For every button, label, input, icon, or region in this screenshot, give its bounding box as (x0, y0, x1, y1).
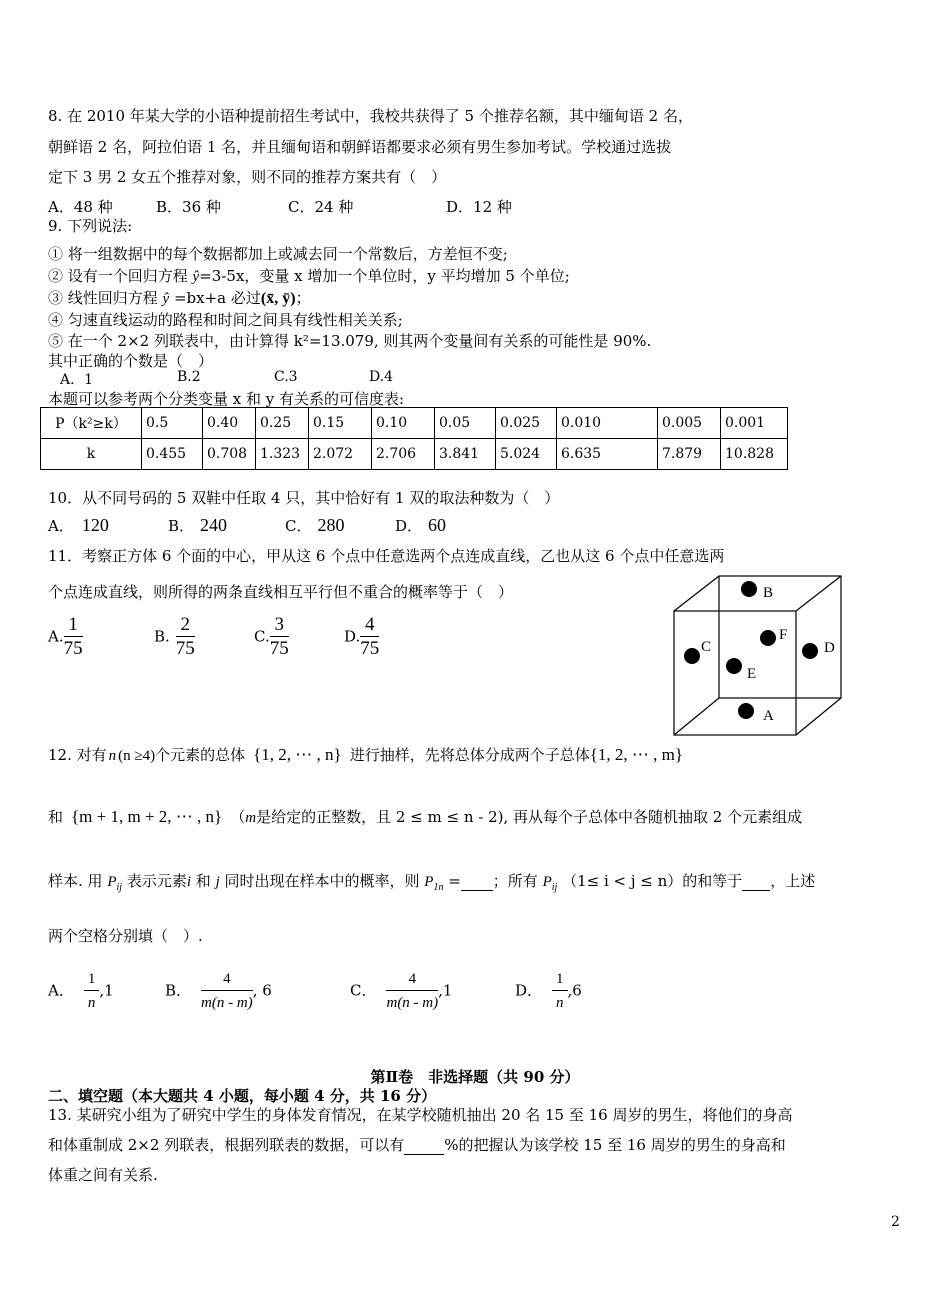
table-cell: 10.828 (721, 439, 788, 470)
q10-b-label: B． (168, 517, 195, 535)
q10-option-b (168, 515, 227, 536)
table-cell: 0.5 (142, 408, 203, 439)
q12-l3-text5: （1≤ i < j ≤ n）的和等于 (557, 872, 743, 890)
numerator: 1 (552, 968, 568, 991)
section-title: 第Ⅱ卷 非选择题（共 90 分） (370, 1068, 580, 1086)
denominator: 75 (63, 638, 83, 659)
point-a-dot (738, 703, 754, 719)
q9-s3-end: ； (295, 289, 311, 307)
q11-option-a (48, 614, 83, 661)
q9-statement-5: ⑤ 在一个 2×2 列联表中，由计算得 k²=13.079, 则其两个变量间有关系的可能性是 90%. (48, 332, 652, 350)
q12-option-b (165, 968, 272, 1015)
q10-b-value: 240 (200, 515, 228, 535)
q12-p1n: P (424, 874, 434, 890)
point-b-dot (741, 581, 757, 597)
q8-option-b: B．36 种 (156, 198, 221, 216)
q12-pij: P (542, 874, 552, 890)
q12-blank-2 (742, 872, 770, 891)
cube-edge (674, 698, 719, 735)
q9-s2-rest: =3-5x，变量 x 增加一个单位时，y 平均增加 5 个单位; (199, 267, 570, 285)
q12-a-value: ,1 (99, 981, 114, 1000)
denominator: 75 (269, 638, 289, 659)
point-c-dot (684, 648, 700, 664)
q12-n: n (108, 748, 117, 764)
q9-statement-2 (48, 265, 570, 286)
cube-edge (796, 576, 841, 611)
q12-and: 和 (191, 872, 216, 890)
q10-c-label: C． (285, 517, 312, 535)
q9-statement-1: ① 将一组数据中的每个数据都加上或减去同一个常数后，方差恒不变; (48, 245, 508, 263)
q9-statement-4: ④ 匀速直线运动的路程和时间之间具有线性相关关系; (48, 311, 403, 329)
q10-c-value: 280 (317, 515, 345, 535)
q12-p1n-sub: 1n (433, 882, 444, 893)
q12-eq: = (443, 872, 461, 890)
table-cell: 0.10 (372, 408, 435, 439)
table-row (41, 408, 788, 439)
q11-c-fraction (270, 614, 289, 661)
q12-l2-paren: （ (230, 808, 246, 826)
q8-option-c: C．24 种 (288, 198, 354, 216)
q11-d-fraction (360, 614, 379, 661)
q12-option-a (48, 968, 114, 1015)
cube-figure (668, 568, 848, 740)
table-cell: 0.05 (435, 408, 496, 439)
q13-line2 (48, 1134, 786, 1155)
cube-edge (674, 576, 719, 611)
q9-s3-yhat: ŷ (162, 291, 170, 307)
q12-set-rest: {m + 1, m + 2, ⋯ , n} (71, 807, 223, 826)
q12-option-d (515, 968, 582, 1015)
numerator: 1 (64, 614, 83, 637)
q11-a-fraction (64, 614, 83, 661)
point-b-label: B (763, 585, 774, 601)
table-cell: 5.024 (496, 439, 557, 470)
numerator: 3 (270, 614, 289, 637)
q12-line1 (48, 744, 683, 765)
point-c-label: C (701, 639, 712, 655)
section-part-heading: 二、填空题（本大题共 4 小题，每小题 4 分，共 16 分） (48, 1087, 437, 1105)
q9-s3-mid: =bx+a 必过 (169, 289, 261, 307)
q8-line3: 定下 3 男 2 女五个推荐对象，则不同的推荐方案共有（ ） (48, 168, 447, 186)
numerator: 4 (360, 614, 379, 637)
q12-p: P (107, 874, 117, 890)
q9-option-b: B.2 (177, 369, 201, 385)
table-cell: 0.708 (203, 439, 256, 470)
q11-b-label: B. (154, 627, 170, 646)
denominator: 75 (175, 638, 195, 659)
q12-blank-1 (461, 872, 493, 891)
q11-c-label: C. (254, 627, 270, 646)
denominator: 75 (360, 638, 380, 659)
q12-c-label: C． (350, 981, 377, 1000)
q12-l3-text4: ；所有 (492, 872, 543, 890)
q8-line2: 朝鲜语 2 名，阿拉伯语 1 名，并且缅甸语和朝鲜语都要求必须有男生参加考试。学校通过选拔 (48, 138, 672, 156)
q8-option-d: D．12 种 (446, 198, 512, 216)
q10-option-d (395, 515, 446, 536)
q13-line3: 体重之间有关系. (48, 1166, 158, 1184)
q11-a-label: A. (48, 627, 64, 646)
denominator: m(n - m) (386, 995, 439, 1011)
numerator: 4 (201, 968, 253, 991)
numerator: 1 (84, 968, 100, 991)
q10-stem: 10．从不同号码的 5 双鞋中任取 4 只，其中恰好有 1 双的取法种数为（ ） (48, 489, 560, 507)
q9-s3-mean-point: (x̄, ȳ) (260, 290, 296, 307)
q12-line2 (48, 806, 802, 827)
q12-a-label: A． (48, 981, 74, 1000)
table-cell: 0.455 (142, 439, 203, 470)
q12-b-value: , 6 (252, 981, 272, 1000)
q12-line4: 两个空格分别填（ ）. (48, 927, 203, 945)
table-row (41, 439, 788, 470)
denominator: m(n - m) (201, 995, 253, 1011)
q12-line3 (48, 870, 815, 893)
q11-option-c (254, 614, 289, 661)
q10-d-value: 60 (428, 515, 447, 535)
q11-option-b (154, 614, 195, 661)
table-cell: 0.15 (309, 408, 372, 439)
q12-l2-cond: 是给定的正整数，且 2 ≤ m ≤ n - 2) (256, 808, 504, 826)
q11-option-d (344, 614, 379, 661)
q9-option-a: A．1 (60, 372, 94, 388)
table-header-p: P（k²≥k） (41, 408, 142, 439)
q10-option-a (48, 515, 109, 536)
q8-option-a: A．48 种 (48, 198, 113, 216)
q12-a-fraction (84, 968, 100, 1015)
q12-l3-text6: ，上述 (770, 872, 816, 890)
page-number: 2 (891, 1214, 900, 1230)
q12-c-fraction (386, 968, 438, 1015)
point-a-label: A (763, 708, 774, 724)
q12-l2-text: 和 (48, 808, 64, 826)
q13-line2-text: 和体重制成 2×2 列联表，根据列联表的数据，可以有 (48, 1136, 405, 1154)
q9-ask: 其中正确的个数是（ ） (48, 352, 214, 370)
table-cell: 3.841 (435, 439, 496, 470)
q9-s2-yhat: ŷ (192, 269, 200, 285)
q8-line1: 8. 在 2010 年某大学的小语种提前招生考试中，我校共获得了 5 个推荐名额，其中缅甸语 2 名， (48, 107, 693, 125)
q10-d-label: D． (395, 517, 423, 535)
q12-l1-text: 12. 对有 (48, 746, 107, 764)
point-d-dot (802, 643, 818, 659)
q11-b-fraction (176, 614, 195, 661)
q9-stem: 9. 下列说法: (48, 217, 133, 235)
q10-option-c (285, 515, 344, 536)
denominator: n (87, 995, 96, 1011)
table-cell: 2.706 (372, 439, 435, 470)
q12-option-c (350, 968, 452, 1015)
q12-n-cond: (n ≥4) (118, 748, 156, 764)
q12-set-m: {1, 2, ⋯ , m} (589, 745, 684, 764)
q11-line2: 个点连成直线，则所得的两条直线相互平行但不重合的概率等于（ ） (48, 583, 514, 601)
q12-l3-text3: 同时出现在样本中的概率，则 (219, 872, 425, 890)
q12-m: m (245, 810, 257, 826)
q11-line1: 11．考察正方体 6 个面的中心，甲从这 6 个点中任意选两个点连成直线，乙也从这 6 个点中任意选两 (48, 547, 725, 565)
q12-d-value: ,6 (567, 981, 582, 1000)
point-e-label: E (747, 666, 757, 682)
table-cell: 2.072 (309, 439, 372, 470)
table-cell: 0.010 (557, 408, 658, 439)
q11-d-label: D. (344, 627, 361, 646)
table-cell: 0.005 (658, 408, 721, 439)
q12-b-fraction (201, 968, 253, 1015)
numerator: 4 (386, 968, 438, 991)
q12-l1-text2: 个元素的总体 (155, 746, 246, 764)
point-f-dot (760, 630, 776, 646)
table-cell: 0.025 (496, 408, 557, 439)
q12-l2-text2: , 再从每个子总体中各随机抽取 2 个元素组成 (503, 808, 803, 826)
denominator: n (556, 995, 564, 1011)
q9-s3-text: ③ 线性回归方程 (48, 289, 163, 307)
cube-edge (796, 698, 841, 735)
q12-p-sub: ij (116, 882, 123, 893)
q12-d-label: D． (515, 981, 543, 1000)
point-e-dot (726, 658, 742, 674)
table-cell: 0.001 (721, 408, 788, 439)
q13-line1: 13. 某研究小组为了研究中学生的身体发育情况，在某学校随机抽出 20 名 15 至 16 周岁的男生，将他们的身高 (48, 1106, 793, 1124)
table-cell: 6.635 (557, 439, 658, 470)
q13-line2-text2: %的把握认为该学校 15 至 16 周岁的男生的身高和 (444, 1136, 786, 1154)
table-header-k: k (41, 439, 142, 470)
q12-b-label: B． (165, 981, 192, 1000)
table-cell: 0.40 (203, 408, 256, 439)
point-f-label: F (779, 627, 788, 643)
q9-option-d: D.4 (369, 369, 394, 385)
credibility-table (40, 407, 788, 470)
q12-l3-text: 样本. 用 (48, 872, 103, 890)
q12-d-fraction (552, 968, 568, 1015)
q9-table-note: 本题可以参考两个分类变量 x 和 y 有关系的可信度表: (48, 390, 405, 408)
q9-s2-text: ② 设有一个回归方程 (48, 267, 193, 285)
table-cell: 1.323 (256, 439, 309, 470)
q9-statement-3 (48, 287, 311, 308)
table-cell: 0.25 (256, 408, 309, 439)
q10-a-label: A． (48, 517, 74, 535)
q12-set-all: {1, 2, ⋯ , n} (253, 745, 342, 764)
q13-blank (404, 1136, 444, 1155)
table-cell: 7.879 (658, 439, 721, 470)
q12-j: j (215, 874, 220, 890)
q10-a-value: 120 (81, 515, 109, 535)
point-d-label: D (824, 640, 835, 656)
numerator: 2 (176, 614, 195, 637)
q12-pij-sub: ij (551, 882, 558, 893)
q12-i: i (186, 874, 192, 890)
q9-option-c: C.3 (274, 369, 298, 385)
q12-l1-text3: 进行抽样，先将总体分成两个子总体 (349, 746, 590, 764)
q12-c-value: ,1 (438, 981, 453, 1000)
q12-l3-text2: 表示元素 (122, 872, 187, 890)
